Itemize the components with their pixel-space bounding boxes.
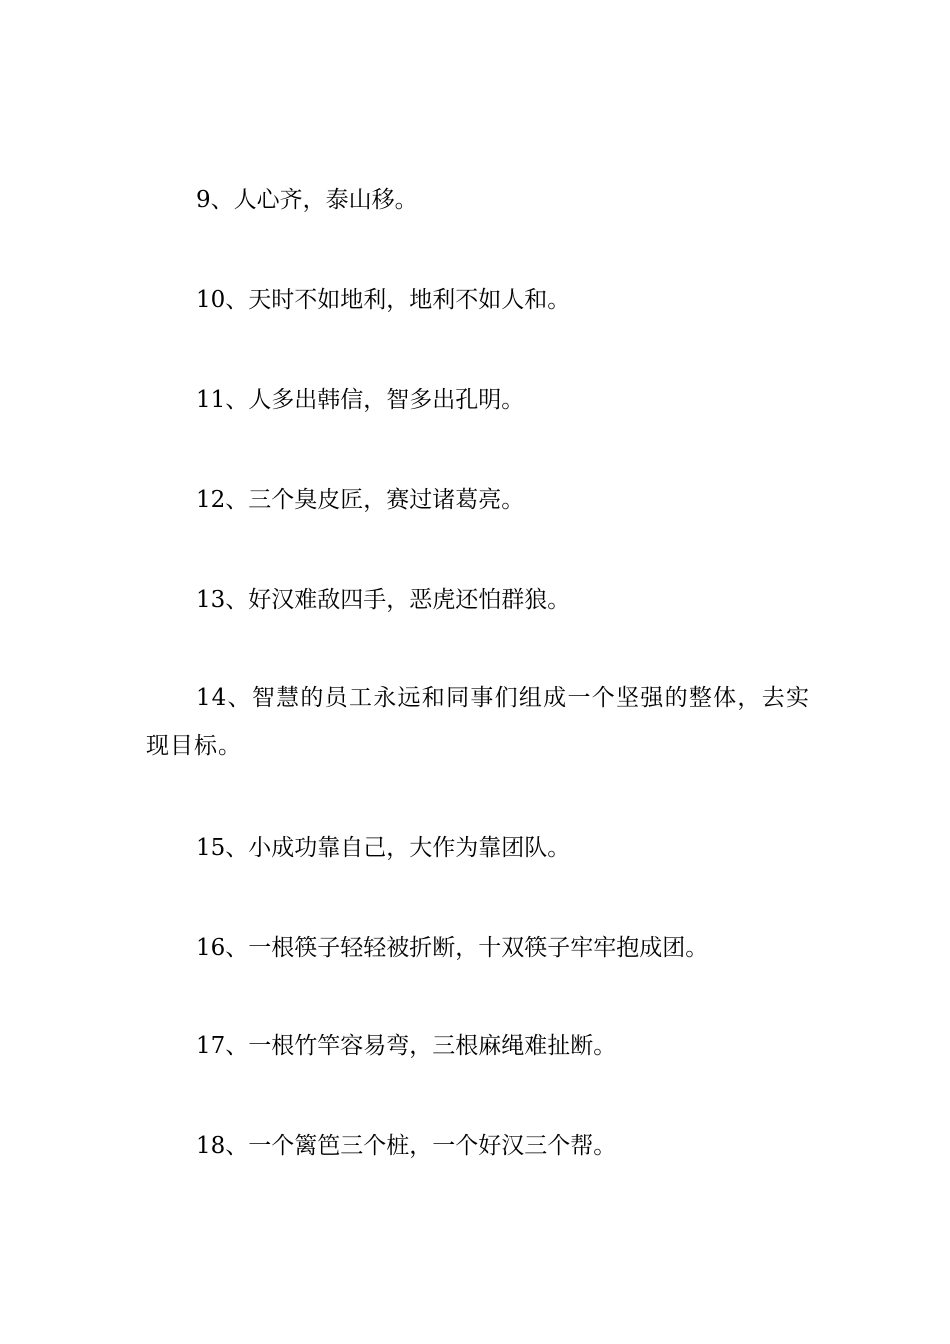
paragraph-17: 17、一根竹竿容易弯，三根麻绳难扯断。: [196, 1033, 617, 1059]
paragraph-11: 11、人多出韩信，智多出孔明。: [196, 387, 525, 413]
paragraph-18: 18、一个篱笆三个桩，一个好汉三个帮。: [196, 1133, 617, 1159]
paragraph-15: 15、小成功靠自己，大作为靠团队。: [196, 835, 571, 861]
paragraph-13: 13、好汉难敌四手，恶虎还怕群狼。: [196, 587, 571, 613]
paragraph-16: 16、一根筷子轻轻被折断，十双筷子牢牢抱成团。: [196, 935, 709, 961]
paragraph-12: 12、三个臭皮匠，赛过诸葛亮。: [196, 487, 525, 513]
paragraph-10: 10、天时不如地利，地利不如人和。: [196, 287, 571, 313]
paragraph-14: 14、智慧的员工永远和同事们组成一个坚强的整体，去实现目标。: [146, 685, 810, 759]
paragraph-9: 9、人心齐，泰山移。: [196, 187, 418, 213]
